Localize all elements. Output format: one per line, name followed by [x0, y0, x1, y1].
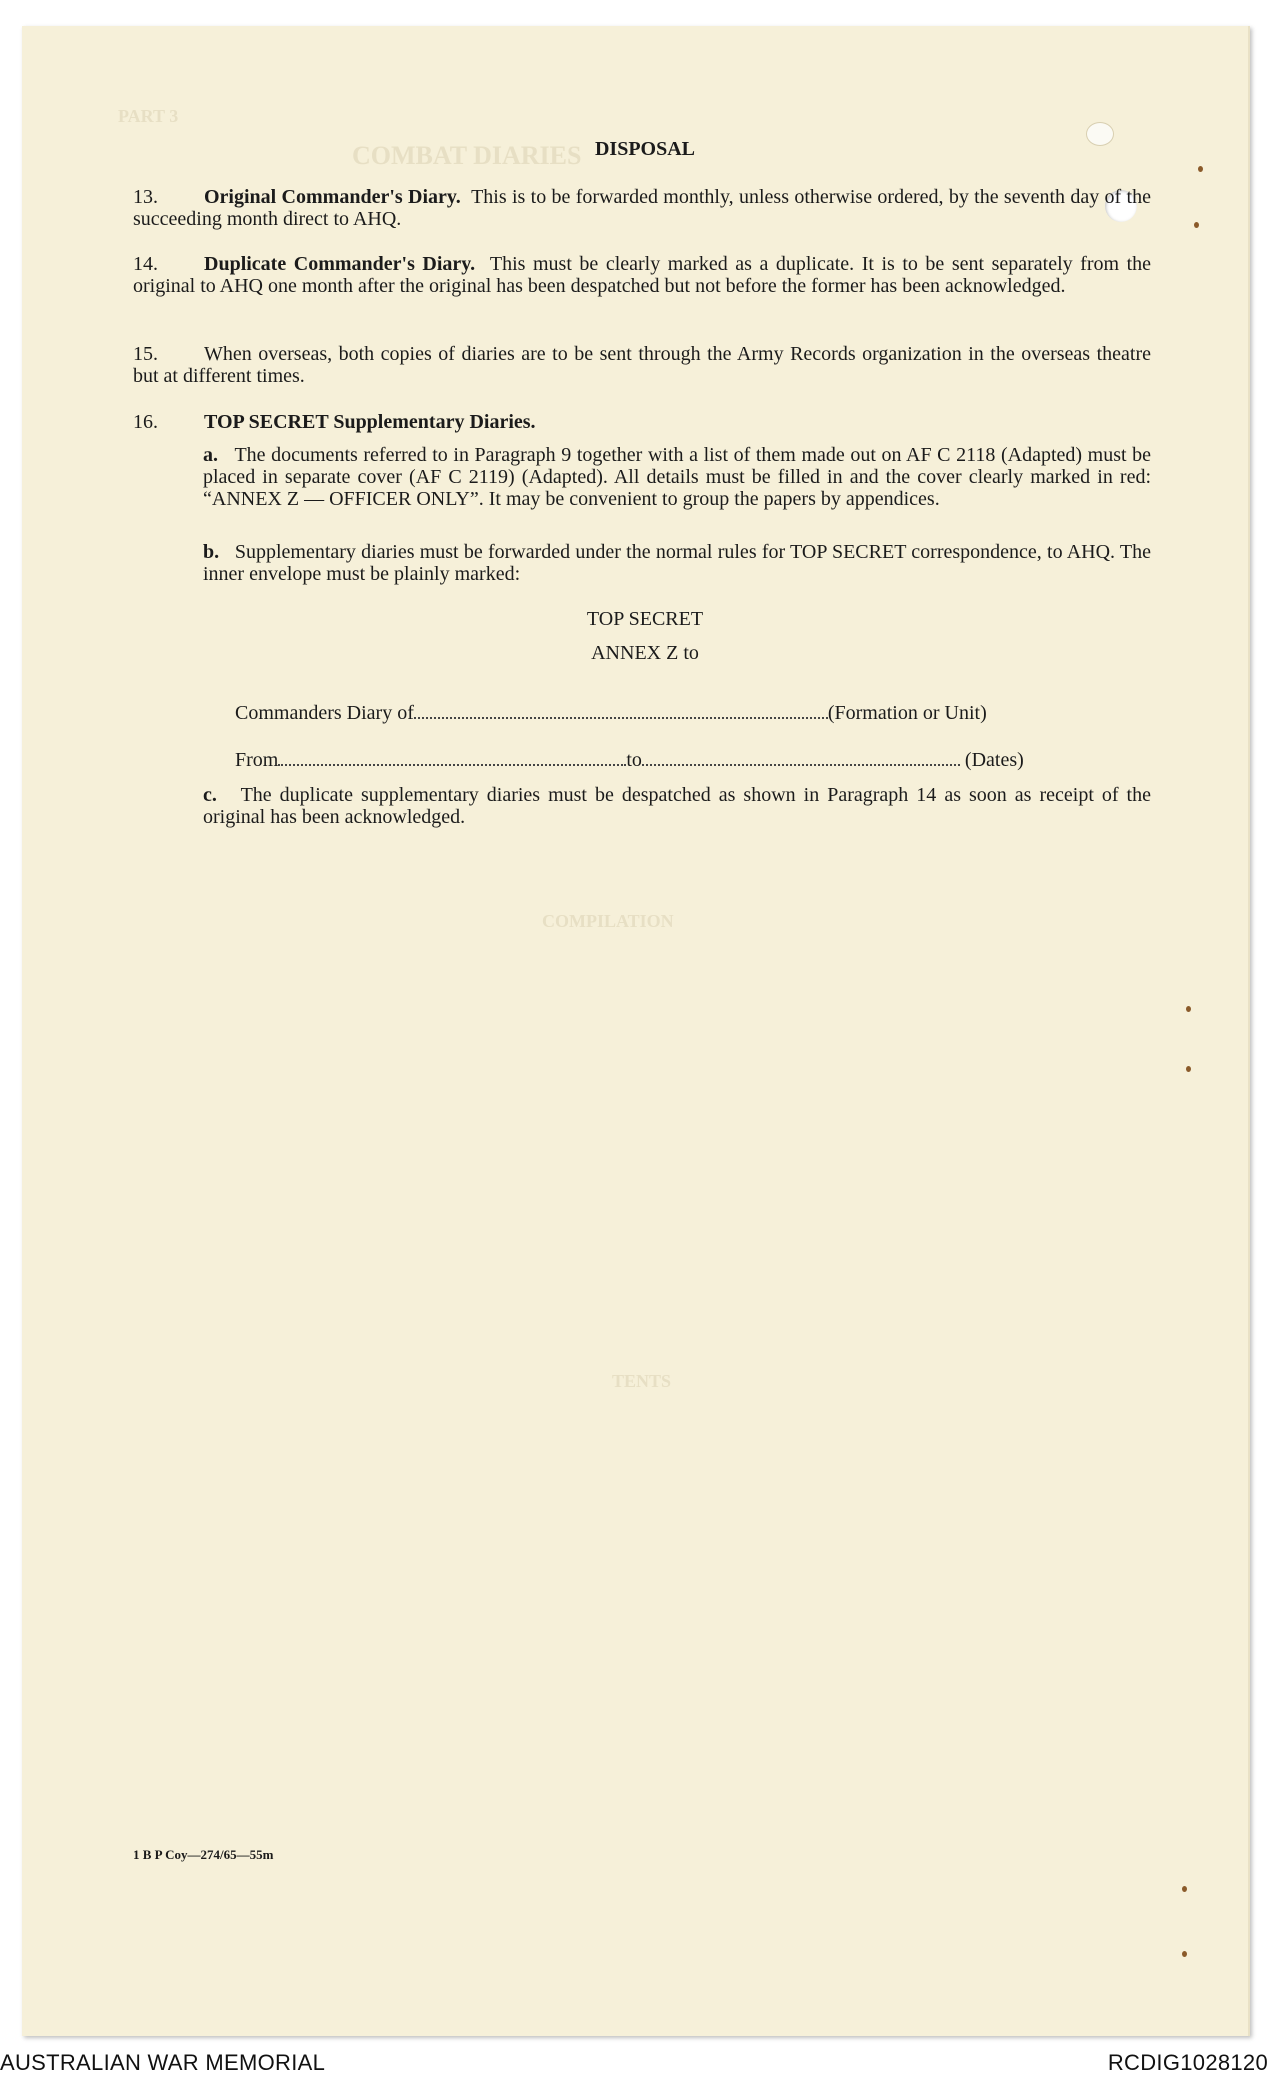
paragraph-text: When overseas, both copies of diaries are to be sent through the Army Records organization in the overseas theatre but at different times. [133, 343, 1151, 387]
subparagraph-label: a. [203, 444, 218, 466]
subparagraph-a [203, 444, 1151, 510]
stain-speck [1186, 1006, 1191, 1012]
subparagraph-c [203, 784, 1151, 828]
subparagraph-text: The duplicate supplementary diaries must be despatched as shown in Paragraph 14 as soon as receipt of the original has been acknowledged. [203, 784, 1151, 828]
paragraph-text: This is to be forwarded monthly, unless otherwise ordered, by the seventh day of the succeeding month direct to AHQ. [133, 186, 1151, 230]
formation-suffix: (Formation or Unit) [827, 702, 987, 724]
printer-imprint: 1 B P Coy—274/65—55m [133, 1847, 274, 1862]
to-label: to [626, 749, 642, 771]
envelope-marking-top-secret: TOP SECRET [586, 608, 704, 630]
diary-of-line [235, 702, 987, 725]
paragraph-heading: Duplicate Commander's Diary. [204, 253, 476, 275]
document-page [22, 26, 1250, 2036]
from-date-blank [278, 750, 626, 766]
paragraph-number: 14. [133, 253, 158, 275]
stain-speck [1182, 1886, 1187, 1892]
subparagraph-text: Supplementary diaries must be forwarded under the normal rules for TOP SECRET correspondence, to AHQ. The inner envelope must be plainly marked: [203, 541, 1152, 585]
paragraph-14 [133, 253, 1151, 297]
paragraph-text: This must be clearly marked as a duplicate. It is to be sent separately from the original to AHQ one month after the original has been despatched but not before the former has been acknowledged. [133, 253, 1152, 297]
paragraph-13 [133, 186, 1151, 230]
from-to-line [235, 749, 1024, 772]
stain-speck [1182, 1951, 1187, 1957]
paragraph-number: 13. [133, 186, 158, 208]
stain-speck [1194, 222, 1199, 228]
bleed-through-part: PART 3 [118, 106, 179, 126]
archive-credit: AUSTRALIAN WAR MEMORIAL [0, 2050, 326, 2075]
paragraph-heading: Original Commander's Diary. [204, 186, 461, 208]
section-title: DISPOSAL [594, 138, 696, 160]
paragraph-16-heading [133, 411, 1151, 433]
subparagraph-b [203, 541, 1151, 585]
subparagraph-label: c. [203, 784, 217, 806]
archive-item-id: RCDIG1028120 [1107, 2050, 1268, 2075]
stain-speck [1198, 166, 1203, 172]
paragraph-number: 15. [133, 343, 158, 365]
dates-suffix: (Dates) [964, 749, 1024, 771]
paragraph-15 [133, 343, 1151, 387]
diary-of-label: Commanders Diary of [235, 702, 414, 724]
subparagraph-label: b. [203, 541, 220, 563]
formation-blank [414, 703, 828, 719]
bleed-through-contents: TENTS [612, 1371, 672, 1391]
paragraph-heading: TOP SECRET Supplementary Diaries. [204, 411, 536, 433]
stain-speck [1186, 1066, 1191, 1072]
bleed-through-compilation: COMPILATION [542, 911, 674, 931]
subparagraph-text: The documents referred to in Paragraph 9 together with a list of them made out on AF C 2118 (Adapted) must be placed in separate cover (AF C 2119) (Adapted). All details must be filled in and the cover clearly marked in red: “ANNEX Z — OFFICER ONLY”. It may be convenient to group the papers by appendices. [203, 444, 1152, 510]
to-date-blank [642, 750, 960, 766]
from-label: From [235, 749, 279, 771]
bleed-through-heading: COMBAT DIARIES [352, 141, 582, 170]
paragraph-number: 16. [133, 411, 158, 433]
envelope-marking-annex: ANNEX Z to [591, 642, 699, 664]
